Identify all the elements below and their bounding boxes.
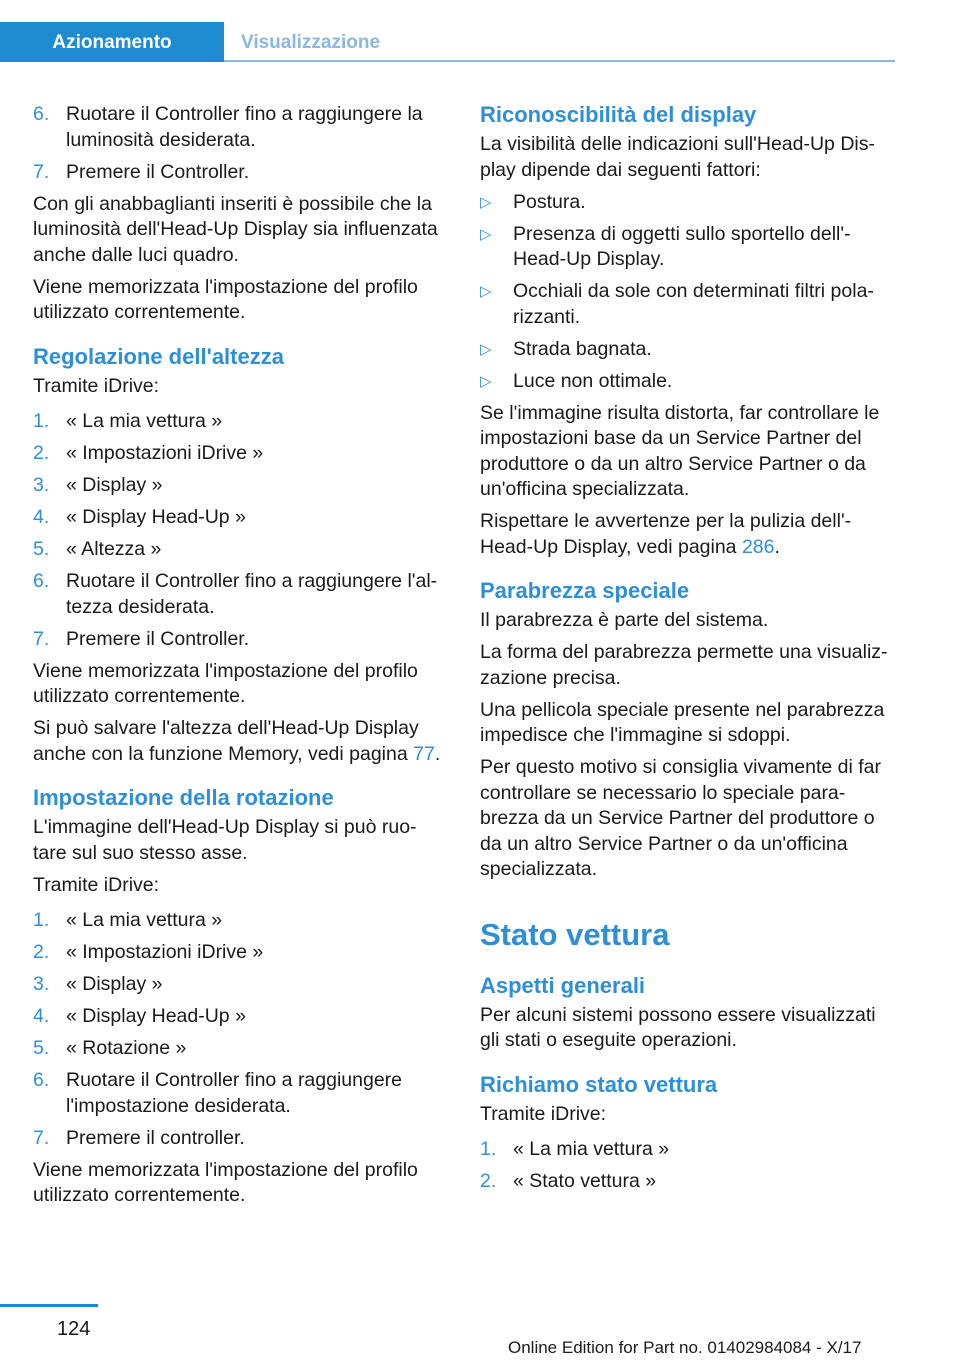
list-item xyxy=(33,473,449,499)
paragraph: La forma del parabrezza permette una visualiz‐zazione precisa. xyxy=(480,641,888,689)
step-text: « La mia vettura » xyxy=(513,1138,670,1160)
paragraph: Tramite iDrive: xyxy=(480,1102,607,1125)
step-text: « Altezza » xyxy=(66,538,162,560)
bullet-text: Luce non ottimale. xyxy=(513,369,673,392)
list-item xyxy=(33,1068,449,1119)
step-text: « Display Head-Up » xyxy=(66,506,246,528)
step-number: 6. xyxy=(33,103,50,125)
list-item xyxy=(33,409,449,435)
step-number: 1. xyxy=(480,1138,497,1160)
heading-altezza: Regolazione dell'altezza xyxy=(33,343,284,369)
paragraph: Tramite iDrive: xyxy=(33,374,160,397)
right-column xyxy=(480,102,896,1201)
step-text: « La mia vettura » xyxy=(66,909,223,931)
step-number: 3. xyxy=(33,973,50,995)
step-text: « La mia vettura » xyxy=(66,410,223,432)
bullet-text: Occhiali da sole con determinati filtri pola‐rizzanti. xyxy=(513,280,874,328)
tab-visualizzazione[interactable]: Visualizzazione xyxy=(224,22,895,62)
step-text: Premere il Controller. xyxy=(66,627,250,650)
step-text: Ruotare il Controller fino a raggiungere la luminosità desiderata. xyxy=(66,103,423,151)
step-text: « Rotazione » xyxy=(66,1037,187,1059)
list-item xyxy=(33,908,449,934)
tab-azionamento[interactable]: Azionamento xyxy=(0,22,224,62)
step-number: 3. xyxy=(33,474,50,496)
step-number: 4. xyxy=(33,1005,50,1027)
step-number: 7. xyxy=(33,627,50,650)
factors-list xyxy=(480,190,896,395)
heading-aspetti-generali: Aspetti generali xyxy=(480,972,646,998)
paragraph: La visibilità delle indicazioni sull'Head-Up Dis‐play dipende dai seguenti fattori: xyxy=(480,133,875,181)
paragraph: Viene memorizzata l'impostazione del profilo utilizzato correntemente. xyxy=(33,659,418,707)
step-number: 7. xyxy=(33,160,50,183)
list-item xyxy=(33,102,449,153)
step-number: 5. xyxy=(33,1037,50,1059)
list-item xyxy=(480,369,896,395)
edition-note: Online Edition for Part no. 01402984084 - X/17 xyxy=(508,1338,862,1357)
step-number: 1. xyxy=(33,410,50,432)
punctuation: . xyxy=(434,742,441,765)
list-item xyxy=(33,1004,449,1030)
step-number: 2. xyxy=(33,442,50,464)
heading-rotazione: Impostazione della rotazione xyxy=(33,785,334,810)
step-number: 2. xyxy=(33,941,50,963)
step-text: « Stato vettura » xyxy=(513,1170,657,1192)
page-link-286[interactable]: 286 xyxy=(741,535,775,558)
paragraph: Tramite iDrive: xyxy=(33,873,160,896)
list-item xyxy=(480,337,896,363)
paragraph xyxy=(480,509,896,560)
step-text: « Display » xyxy=(66,973,163,995)
left-column xyxy=(33,102,449,1215)
triangle-bullet-icon: ▷ xyxy=(480,372,492,390)
paragraph xyxy=(33,716,449,767)
step-number: 5. xyxy=(33,538,50,560)
steps-luminosita xyxy=(33,102,449,185)
bullet-text: Strada bagnata. xyxy=(513,337,652,360)
step-text: Premere il Controller. xyxy=(66,160,250,183)
steps-rotazione xyxy=(33,908,449,1151)
triangle-bullet-icon: ▷ xyxy=(480,283,492,300)
triangle-bullet-icon: ▷ xyxy=(480,225,492,243)
heading-stato-vettura: Stato vettura xyxy=(480,916,670,952)
page-link-77[interactable]: 77 xyxy=(413,742,435,765)
punctuation: . xyxy=(774,535,780,558)
paragraph: Viene memorizzata l'impostazione del profilo utilizzato correntemente. xyxy=(33,275,418,323)
paragraph: Viene memorizzata l'impostazione del profilo utilizzato correntemente. xyxy=(33,1158,418,1206)
paragraph: Se l'immagine risulta distorta, far controllare le impostazioni base da un Service Partner del produttore o da un altro Service Partner o da un'officina specializzata. xyxy=(480,401,880,500)
list-item xyxy=(480,190,896,216)
page-number: 124 xyxy=(57,1318,91,1340)
list-item xyxy=(33,940,449,966)
paragraph-text: Rispettare le avvertenze per la pulizia dell'‐Head-Up Display, vedi pagina xyxy=(480,510,852,558)
steps-stato xyxy=(480,1137,896,1195)
paragraph-text: Si può salvare l'altezza dell'Head-Up Display anche con la funzione Memory, vedi pagina xyxy=(33,717,419,765)
list-item xyxy=(480,1137,896,1163)
header-divider xyxy=(224,60,895,62)
footer-rule xyxy=(0,1304,98,1307)
list-item xyxy=(33,1036,449,1062)
paragraph: Il parabrezza è parte del sistema. xyxy=(480,609,769,631)
list-item xyxy=(33,441,449,467)
list-item xyxy=(33,160,449,186)
list-item xyxy=(33,1126,449,1152)
bullet-text: Postura. xyxy=(513,190,586,213)
paragraph: L'immagine dell'Head-Up Display si può ruo‐tare sul suo stesso asse. xyxy=(33,816,417,864)
list-item xyxy=(33,505,449,531)
list-item xyxy=(480,279,896,330)
step-number: 6. xyxy=(33,1069,50,1091)
triangle-bullet-icon: ▷ xyxy=(480,340,492,358)
list-item xyxy=(33,972,449,998)
paragraph: Per alcuni sistemi possono essere visualizzati gli stati o eseguite operazioni. xyxy=(480,1003,876,1051)
step-text: « Display Head-Up » xyxy=(66,1005,246,1027)
paragraph: Con gli anabbaglianti inseriti è possibile che la luminosità dell'Head-Up Display sia influenzata anche dalle luci quadro. xyxy=(33,192,438,266)
step-text: Premere il controller. xyxy=(66,1126,245,1149)
paragraph: Per questo motivo si consiglia vivamente di far controllare se necessario lo speciale para‐brezza da un Service Partner del produttore o da un altro Service Partner o da un'officina specializzata. xyxy=(480,756,882,880)
step-number: 4. xyxy=(33,506,50,528)
step-text: « Impostazioni iDrive » xyxy=(66,941,264,963)
header-tabs xyxy=(0,22,895,62)
triangle-bullet-icon: ▷ xyxy=(480,193,492,211)
heading-richiamo: Richiamo stato vettura xyxy=(480,1071,718,1097)
step-text: Ruotare il Controller fino a raggiungere l'al‐tezza desiderata. xyxy=(66,570,438,618)
step-text: Ruotare il Controller fino a raggiungere l'impostazione desiderata. xyxy=(66,1069,403,1117)
paragraph: Una pellicola speciale presente nel parabrezza impedisce che l'immagine si sdoppi. xyxy=(480,698,885,746)
heading-riconoscibilita: Riconoscibilità del display xyxy=(480,102,757,127)
steps-altezza xyxy=(33,409,449,652)
step-number: 1. xyxy=(33,909,50,931)
step-text: « Display » xyxy=(66,474,163,496)
step-number: 2. xyxy=(480,1170,497,1192)
heading-parabrezza: Parabrezza speciale xyxy=(480,578,690,603)
list-item xyxy=(480,222,896,273)
list-item xyxy=(33,627,449,653)
step-number: 7. xyxy=(33,1126,50,1149)
list-item xyxy=(33,537,449,563)
list-item xyxy=(33,569,449,620)
step-text: « Impostazioni iDrive » xyxy=(66,442,264,464)
step-number: 6. xyxy=(33,570,50,592)
bullet-text: Presenza di oggetti sullo sportello dell'‐Head-Up Display. xyxy=(513,222,851,270)
list-item xyxy=(480,1169,896,1195)
